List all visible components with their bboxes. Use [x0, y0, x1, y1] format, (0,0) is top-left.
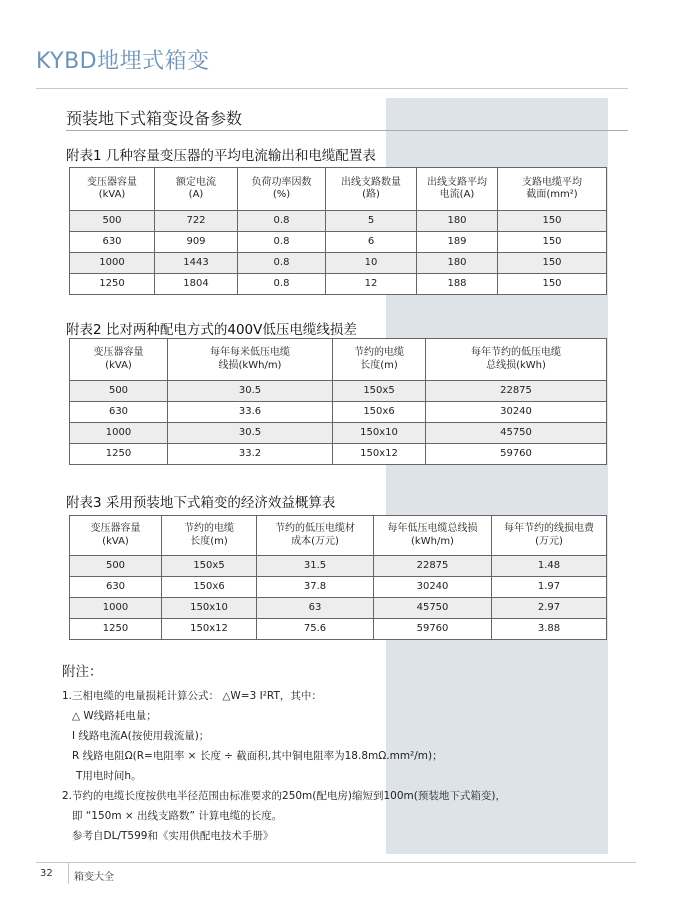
page-header-title: KYBD地埋式箱变	[36, 49, 210, 74]
table2	[69, 338, 607, 465]
table-cell: 150x5	[162, 556, 257, 577]
table-cell: 180	[417, 253, 498, 274]
table-cell: 1250	[70, 619, 162, 640]
table1-title: 附表1 几种容量变压器的平均电流输出和电缆配置表	[66, 148, 376, 164]
table-cell: 150	[498, 232, 607, 253]
table-cell: 75.6	[257, 619, 374, 640]
table-cell: 6	[326, 232, 417, 253]
table-cell: 1804	[155, 274, 238, 295]
table2-header-cell: 节约的电缆 长度(m)	[333, 339, 426, 381]
section-divider	[66, 130, 628, 131]
table1	[69, 167, 607, 295]
table-cell: 1.97	[492, 577, 607, 598]
table-cell: 3.88	[492, 619, 607, 640]
notes-section	[62, 660, 622, 846]
table-cell: 0.8	[238, 274, 326, 295]
table3-header-cell: 变压器容量 (kVA)	[70, 516, 162, 556]
table-cell: 150x6	[162, 577, 257, 598]
table-cell: 30240	[426, 402, 607, 423]
page-number: 32	[40, 868, 53, 879]
table-cell: 150x12	[162, 619, 257, 640]
table-cell: 188	[417, 274, 498, 295]
table-cell: 500	[70, 381, 168, 402]
table-cell: 150x6	[333, 402, 426, 423]
table1-header-row	[70, 168, 607, 211]
table-cell: 189	[417, 232, 498, 253]
table-cell: 2.97	[492, 598, 607, 619]
table-cell: 59760	[374, 619, 492, 640]
table-row	[70, 381, 607, 402]
table-cell: 37.8	[257, 577, 374, 598]
table-cell: 59760	[426, 444, 607, 465]
table1-header-cell: 额定电流 (A)	[155, 168, 238, 211]
table-cell: 1250	[70, 274, 155, 295]
table2-header-row	[70, 339, 607, 381]
table-cell: 722	[155, 211, 238, 232]
footer-divider	[36, 862, 636, 863]
table-row	[70, 577, 607, 598]
table-cell: 33.2	[168, 444, 333, 465]
table-row	[70, 402, 607, 423]
table-cell: 909	[155, 232, 238, 253]
table1-header-cell: 支路电缆平均 截面(mm²)	[498, 168, 607, 211]
table-cell: 180	[417, 211, 498, 232]
table-cell: 150x10	[162, 598, 257, 619]
table-cell: 30.5	[168, 381, 333, 402]
table-cell: 1250	[70, 444, 168, 465]
table2-header-cell: 变压器容量 (kVA)	[70, 339, 168, 381]
table-cell: 500	[70, 211, 155, 232]
table-row	[70, 619, 607, 640]
table-cell: 22875	[426, 381, 607, 402]
table3-header-cell: 节约的电缆 长度(m)	[162, 516, 257, 556]
table-cell: 31.5	[257, 556, 374, 577]
table-cell: 63	[257, 598, 374, 619]
table-row	[70, 444, 607, 465]
notes-line: R 线路电阻Ω(R=电阻率 × 长度 ÷ 截面积,其中铜电阻率为18.8mΩ.mm²/m)；	[72, 750, 443, 762]
table-cell: 150	[498, 253, 607, 274]
notes-line: I 线路电流A(按使用载流量)；	[72, 730, 210, 742]
table-cell: 1000	[70, 253, 155, 274]
table-cell: 0.8	[238, 253, 326, 274]
table-row	[70, 423, 607, 444]
table-cell: 10	[326, 253, 417, 274]
table-cell: 12	[326, 274, 417, 295]
footer-title: 箱变大全	[74, 872, 114, 883]
table-cell: 1000	[70, 423, 168, 444]
table-cell: 630	[70, 402, 168, 423]
table1-header-cell: 变压器容量 (kVA)	[70, 168, 155, 211]
table-cell: 1000	[70, 598, 162, 619]
table-cell: 0.8	[238, 211, 326, 232]
table-cell: 1.48	[492, 556, 607, 577]
notes-line: 即 “150m × 出线支路数” 计算电缆的长度。	[72, 810, 283, 822]
table-cell: 33.6	[168, 402, 333, 423]
table-cell: 150	[498, 274, 607, 295]
table-cell: 150	[498, 211, 607, 232]
notes-line: 参考自DL/T599和《实用供配电技术手册》	[72, 830, 274, 842]
table-row	[70, 556, 607, 577]
table-row	[70, 232, 607, 253]
table-row	[70, 274, 607, 295]
table-cell: 0.8	[238, 232, 326, 253]
table-cell: 630	[70, 232, 155, 253]
table-row	[70, 598, 607, 619]
footer-vertical-divider	[68, 862, 69, 884]
table3	[69, 515, 607, 640]
table1-header-cell: 出线支路数量 (路)	[326, 168, 417, 211]
table1-header-cell: 出线支路平均 电流(A)	[417, 168, 498, 211]
header-divider	[36, 88, 628, 89]
table-cell: 1443	[155, 253, 238, 274]
table-cell: 5	[326, 211, 417, 232]
table2-header-cell: 每年每米低压电缆 线损(kWh/m)	[168, 339, 333, 381]
notes-title: 附注：	[62, 664, 103, 680]
notes-line: 1.三相电缆的电量损耗计算公式： △W=3 I²RT，其中：	[62, 690, 322, 702]
table2-title: 附表2 比对两种配电方式的400V低压电缆线损差	[66, 322, 357, 338]
table-cell: 22875	[374, 556, 492, 577]
table-cell: 30.5	[168, 423, 333, 444]
notes-line: 2.节约的电缆长度按供电半径范围由标准要求的250m(配电房)缩短到100m(预装地下式箱变)，	[62, 790, 506, 802]
notes-line: △ W线路耗电量；	[72, 710, 157, 722]
table3-header-cell: 每年低压电缆总线损 (kWh/m)	[374, 516, 492, 556]
table-cell: 150x10	[333, 423, 426, 444]
table-cell: 45750	[374, 598, 492, 619]
table-row	[70, 211, 607, 232]
table-cell: 630	[70, 577, 162, 598]
section-title: 预装地下式箱变设备参数	[66, 109, 243, 128]
table3-title: 附表3 采用预装地下式箱变的经济效益概算表	[66, 495, 336, 511]
table3-header-cell: 每年节约的线损电费 (万元)	[492, 516, 607, 556]
table3-header-cell: 节约的低压电缆材 成本(万元)	[257, 516, 374, 556]
table1-header-cell: 负荷功率因数 (%)	[238, 168, 326, 211]
table-cell: 45750	[426, 423, 607, 444]
table-row	[70, 253, 607, 274]
table3-header-row	[70, 516, 607, 556]
table2-header-cell: 每年节约的低压电缆 总线损(kWh)	[426, 339, 607, 381]
notes-line: T用电时间h。	[76, 770, 142, 782]
table-cell: 150x12	[333, 444, 426, 465]
table-cell: 500	[70, 556, 162, 577]
table-cell: 30240	[374, 577, 492, 598]
table-cell: 150x5	[333, 381, 426, 402]
